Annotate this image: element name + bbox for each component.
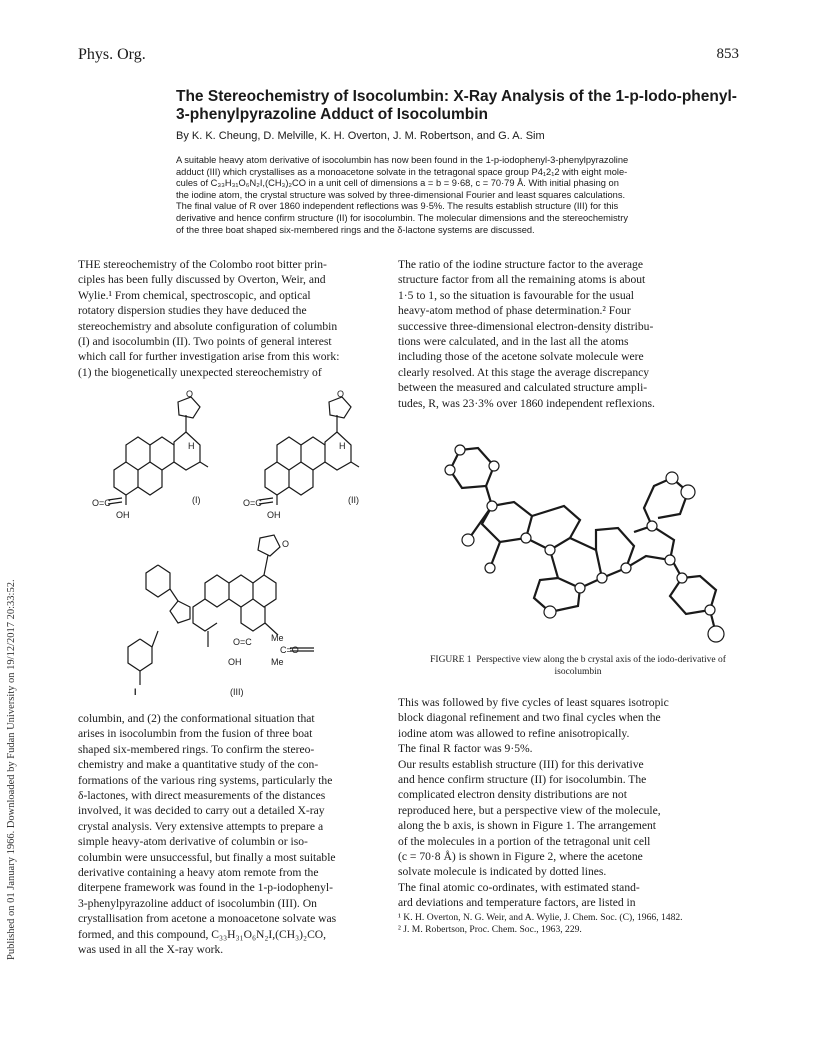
body-line: and hence confirm structure (II) for isocolumbin. The (398, 773, 647, 787)
structure-iii-furan-oxygen: O (282, 539, 290, 549)
body-line: formations of the various ring systems, particularly the (78, 773, 333, 787)
body-line: stereochemistry and absolute configuration of columbin (78, 319, 338, 333)
body-line: shaped six-membered rings. To confirm the stereo- (78, 742, 315, 756)
body-line: diterpene framework was found in the 1-p-iodophenyl- (78, 881, 333, 895)
footnote: ² J. M. Robertson, Proc. Chem. Soc., 1963, 229. (398, 923, 582, 935)
body-line: Our results establish structure (III) for this derivative (398, 757, 644, 771)
download-watermark (2, 240, 20, 960)
abstract-line: of the three boat shaped six-membered rings and the δ-lactone systems are discussed. (176, 224, 535, 235)
structure-i-hydroxyl: OH (116, 510, 130, 520)
body-line: rotatory dispersion studies they have deduced the (78, 304, 307, 318)
body-line: The final atomic co-ordinates, with estimated stand- (398, 880, 640, 894)
right-column-intro (398, 257, 735, 411)
body-line: crystal analysis. Very extensive attempts to prepare a (78, 819, 324, 833)
body-line: columbin were unsuccessful, but finally a most suitable (78, 850, 336, 864)
body-line: tions were calculated, and in the last all the atoms (398, 335, 629, 349)
figure-1-caption-text: Perspective view along the b crystal axis of the iodo-derivative of isocolumbin (476, 655, 726, 677)
download-watermark-text: Published on 01 January 1966. Downloaded by Fudan University on 19/12/2017 20:33:52. (6, 579, 17, 960)
structure-i-label: (I) (192, 495, 201, 505)
running-header-section: Phys. Org. (78, 46, 146, 63)
structure-ii-label: (II) (348, 495, 359, 505)
body-line: (I) and isocolumbin (II). Two points of general interest (78, 335, 332, 349)
abstract (176, 155, 746, 236)
body-line: including those of the acetone solvate molecule were (398, 350, 644, 364)
left-column-intro (78, 257, 381, 380)
body-line: of the molecules in a portion of the tetragonal unit cell (398, 834, 651, 848)
body-line: (c = 70·8 Å) is shown in Figure 2, where the acetone (398, 850, 643, 864)
body-line: which call for further investigation arise from this work: (78, 350, 340, 364)
body-line: successive three-dimensional electron-density distribu- (398, 319, 654, 333)
structure-ii-drawing (259, 397, 359, 505)
body-line: block diagonal refinement and two final cycles when the (398, 711, 661, 725)
structure-iii-methyl: Me (271, 633, 284, 643)
body-line: Wylie.¹ From chemical, spectroscopic, and optical (78, 288, 311, 302)
body-line: crystallisation from acetone a monoacetone solvate was (78, 912, 337, 926)
structure-ii-oxygen: O (337, 389, 345, 399)
article-title: The Stereochemistry of Isocolumbin: X-Ray Analysis of the 1-p-Iodo-phenyl-3-phenylpyrazoline Adduct of Isocolumbin (176, 88, 737, 123)
body-line: tudes, R, was 23·3% over 1860 independent reflexions. (398, 396, 655, 410)
structure-ii-hydrogen: H (339, 441, 346, 451)
abstract-line: cules of C₃₃H₃₁O₆N₂I,(CH₃)₂CO in a unit cell of dimensions a = b = 9·68, c = 70·79 Å. With initial phasing on (176, 178, 619, 189)
article-authors: By K. K. Cheung, D. Melville, K. H. Overton, J. M. Robertson, and G. A. Sim (176, 130, 545, 142)
abstract-line: derivative and hence confirm structure (II) for isocolumbin. The molecular dimensions and the stereochemistry (176, 212, 628, 223)
body-line: was used in all the X-ray work. (78, 943, 224, 957)
body-line: clearly resolved. At this stage the average discrepancy (398, 365, 650, 379)
footnote: ¹ K. H. Overton, N. G. Weir, and A. Wylie, J. Chem. Soc. (C), 1966, 1482. (398, 912, 683, 923)
body-line: ciples has been fully discussed by Overton, Weir, and (78, 273, 326, 287)
structure-iii-acetone-carbonyl: C=O (280, 645, 299, 655)
body-line: derivative containing a heavy atom remote from the (78, 866, 319, 880)
abstract-line: The final value of R over 1860 independent reflections was 9·5%. The results establish structure (III) for this (176, 201, 619, 212)
body-line: involved, it was decided to carry out a detailed X-ray (78, 804, 325, 818)
footnotes (398, 912, 735, 936)
page-number: 853 (716, 46, 739, 62)
left-column-continuation (78, 711, 381, 958)
body-line: formed, and this compound, C₃₃H₃₁O₆N₂I,(CH₃)₂CO, (78, 927, 327, 941)
body-line: columbin, and (2) the conformational situation that (78, 712, 315, 725)
body-line: along the b axis, is shown in Figure 1. The arrangement (398, 819, 657, 833)
body-line: The final R factor was 9·5%. (398, 742, 533, 756)
structure-i-drawing (108, 397, 208, 505)
figure-1-caption (428, 655, 728, 678)
figure-1-molecule-drawing (430, 420, 730, 648)
body-line: This was followed by five cycles of least squares isotropic (398, 696, 669, 709)
abstract-line: adduct (III) which crystallises as a monoacetone solvate in the tetragonal space group P4₁2₁2 with eight mole- (176, 166, 628, 177)
structure-iii-drawing (128, 535, 314, 685)
abstract-line: the iodine atom, the crystal structure was solved by three-dimensional Fourier and least squares calculations. (176, 189, 626, 200)
body-line: solvate molecule is indicated by dotted lines. (398, 865, 607, 879)
body-line: δ-lactones, with direct measurements of the distances (78, 789, 326, 803)
structure-iii-hydroxyl: OH (228, 657, 242, 667)
body-line: 1·5 to 1, so the situation is favourable for the usual (398, 288, 635, 302)
body-line: 3-phenylpyrazoline adduct of isocolumbin (III). On (78, 896, 317, 910)
body-line: arises in isocolumbin from the fusion of three boat (78, 727, 313, 741)
structural-formulae (78, 385, 398, 715)
body-line: The ratio of the iodine structure factor to the average (398, 258, 643, 271)
structure-i-oxygen: O (186, 389, 194, 399)
body-line: ard deviations and temperature factors, are listed in (398, 896, 636, 910)
abstract-line: A suitable heavy atom derivative of isocolumbin has now been found in the 1-p-iodophenyl-3-phenylpyrazoline (176, 155, 629, 165)
body-line: complicated electron density distributions are not (398, 788, 627, 802)
body-line: between the measured and calculated structure ampli- (398, 381, 648, 395)
body-line: structure factor from all the remaining atoms is about (398, 273, 646, 287)
structure-i-carbonyl: O=C (92, 498, 111, 508)
structure-iii-label: (III) (230, 687, 244, 697)
body-line: simple heavy-atom derivative of columbin or iso- (78, 835, 308, 849)
body-line: iodine atom was allowed to refine anisotropically. (398, 726, 630, 740)
body-line: THE stereochemistry of the Colombo root bitter prin- (78, 258, 327, 271)
structure-iii-methyl-2: Me (271, 657, 284, 667)
body-line: heavy-atom method of phase determination.² Four (398, 304, 631, 318)
structure-ii-carbonyl: O=C (243, 498, 262, 508)
figure-1-caption-label: FIGURE 1 (430, 655, 472, 665)
structure-iii-iodine: I (134, 687, 137, 697)
structure-ii-hydroxyl: OH (267, 510, 281, 520)
structure-i-hydrogen: H (188, 441, 195, 451)
right-column-continuation (398, 695, 735, 911)
structure-iii-carbonyl: O=C (233, 637, 252, 647)
body-line: (1) the biogenetically unexpected stereochemistry of (78, 365, 322, 379)
body-line: reproduced here, but a perspective view of the molecule, (398, 803, 661, 817)
body-line: chemistry and make a quantitative study of the con- (78, 758, 319, 772)
